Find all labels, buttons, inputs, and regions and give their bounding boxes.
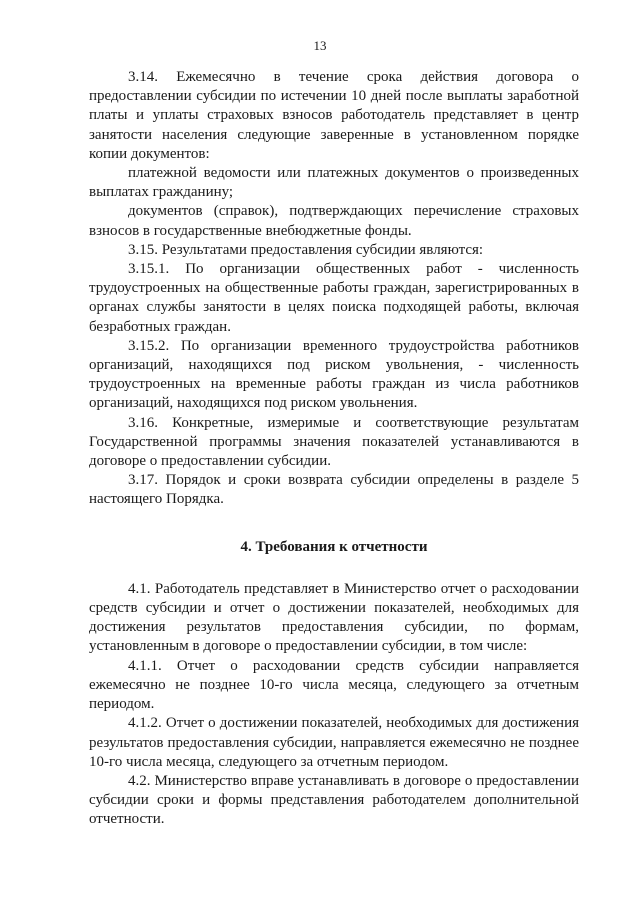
paragraph-3-15-2: 3.15.2. По организации временного трудоустройства работников организаций, находящихся под риском увольнения, - численность трудоустроенных на временные работы граждан из числа работников организаций, находящихся под риском увольнения. (89, 337, 579, 412)
paragraph-4-1: 4.1. Работодатель представляет в Министерство отчет о расходовании средств субсидии и отчет о достижении показателей, необходимых для достижения результатов предоставления субсидии, по формам, установленным в договоре о предоставлении субсидии, в том числе: (89, 580, 579, 655)
page-number: 13 (313, 38, 327, 53)
section-heading: 4. Требования к отчетности (240, 538, 428, 555)
paragraph-3-17: 3.17. Порядок и сроки возврата субсидии определены в разделе 5 настоящего Порядка. (89, 472, 579, 508)
paragraph-3-15: 3.15. Результатами предоставления субсидии являются: (128, 241, 484, 258)
document-body (89, 68, 579, 830)
paragraph-4-2: 4.2. Министерство вправе устанавливать в договоре о предоставлении субсидии сроки и формы представления работодателем дополнительной отчетности. (89, 772, 579, 828)
paragraph-insurance-documents: документов (справок), подтверждающих перечисление страховых взносов в государственные внебюджетные фонды. (89, 203, 579, 239)
paragraph-4-1-1: 4.1.1. Отчет о расходовании средств субсидии направляется ежемесячно не позднее 10-го числа месяца, следующего за отчетным периодом. (89, 657, 579, 713)
paragraph-4-1-2: 4.1.2. Отчет о достижении показателей, необходимых для достижения результатов предоставления субсидии, направляется ежемесячно не позднее 10-го числа месяца, следующего за отчетным периодом. (89, 715, 579, 770)
paragraph-3-14: 3.14. Ежемесячно в течение срока действия договора о предоставлении субсидии по истечении 10 дней после выплаты заработной платы и уплаты страховых взносов работодатель представляет в центр занятости населения следующие заверенные в установленном порядке копии документов: (89, 69, 579, 162)
paragraph-payroll-documents: платежной ведомости или платежных документов о произведенных выплатах гражданину; (89, 165, 579, 201)
paragraph-3-16: 3.16. Конкретные, измеримые и соответствующие результатам Государственной программы значения показателей устанавливаются в договоре о предоставлении субсидии. (89, 414, 579, 470)
paragraph-3-15-1: 3.15.1. По организации общественных работ - численность трудоустроенных на общественные работы граждан, зарегистрированных в органах службы занятости в целях поиска подходящей работы, включая безработных граждан. (89, 261, 579, 335)
